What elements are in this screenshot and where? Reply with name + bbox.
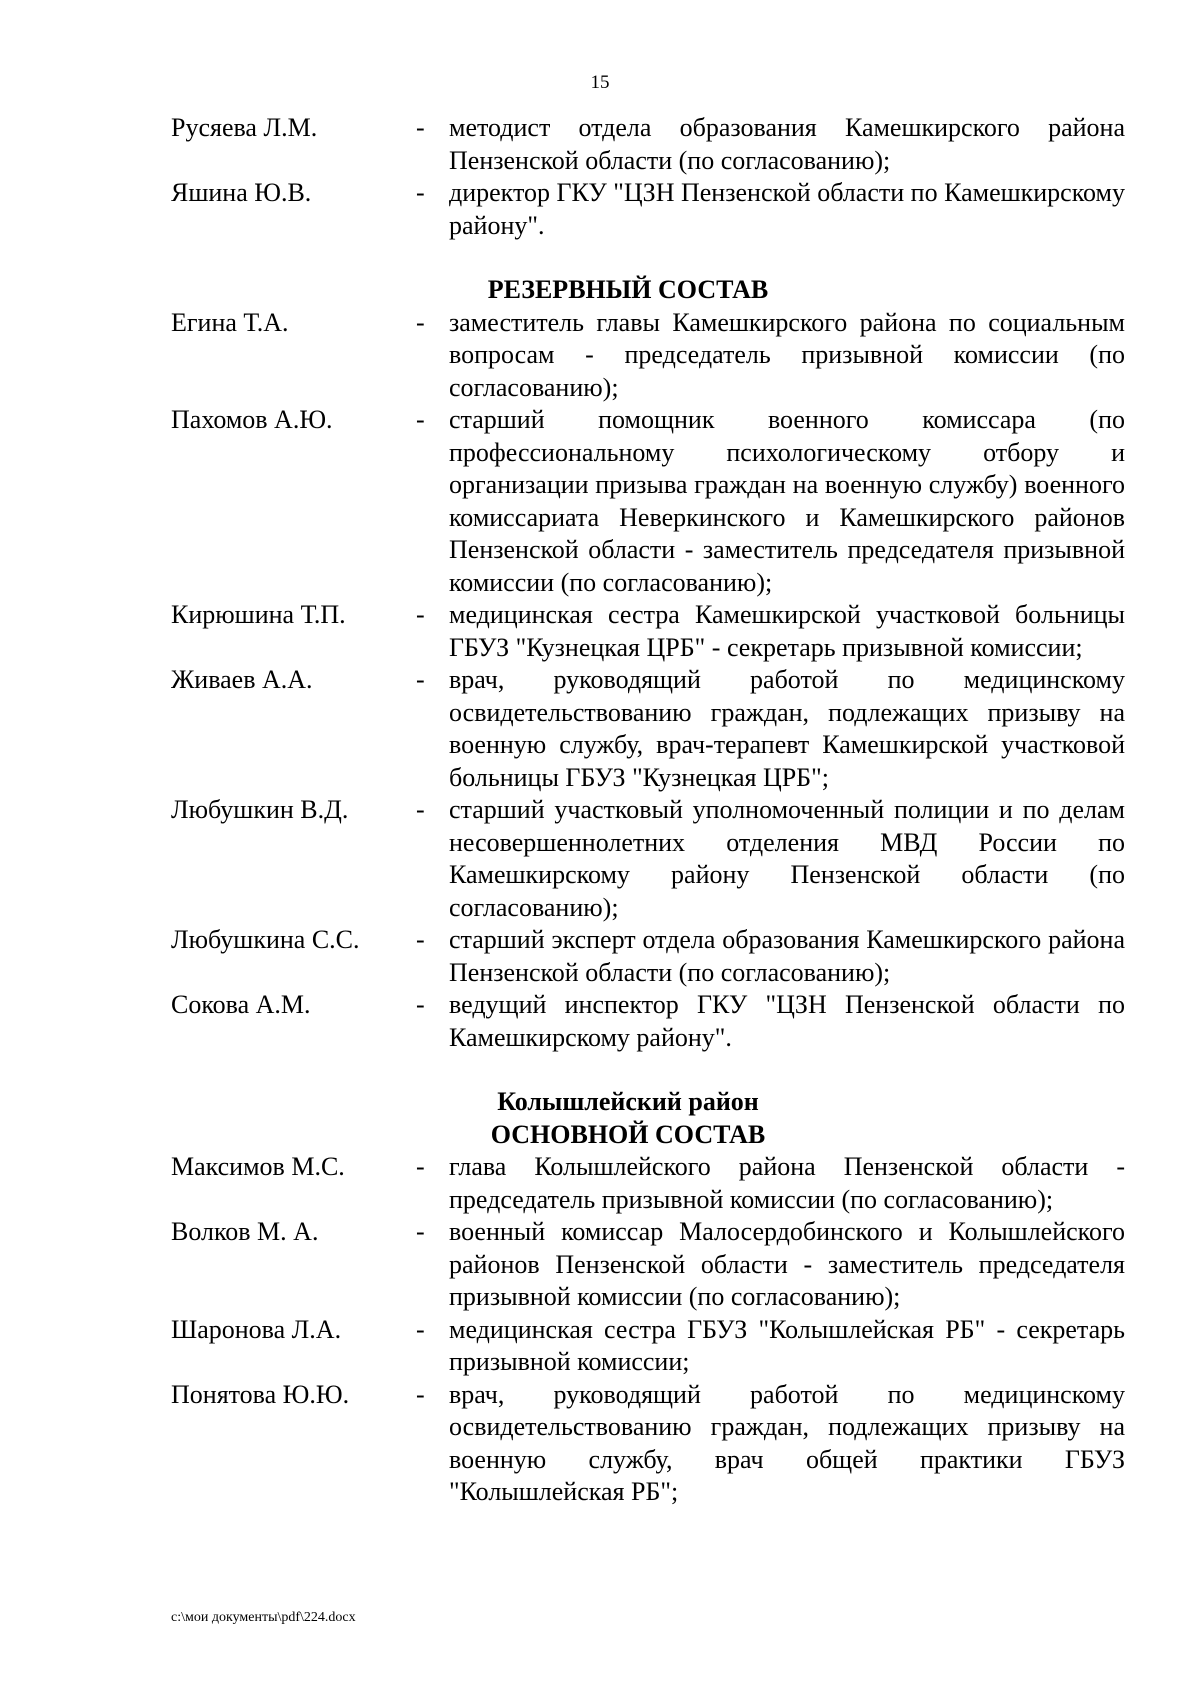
member-name: Сокова А.М.	[171, 990, 311, 1019]
member-row	[171, 1314, 1125, 1379]
member-position: старший участковый уполномоченный полиции и по делам несовершеннолетних отделения МВД России по Камешкирскому району Пензенской области (по согласованию);	[449, 795, 1125, 922]
member-row	[171, 307, 1125, 405]
footer-file-path: c:\мои документы\pdf\224.docx	[171, 1610, 356, 1625]
member-row	[171, 177, 1125, 242]
separator-dash: -	[416, 990, 425, 1019]
page-number: 15	[590, 72, 610, 93]
member-name: Русяева Л.М.	[171, 113, 318, 142]
separator-dash: -	[416, 307, 425, 337]
separator-dash: -	[416, 1379, 425, 1409]
member-name: Волков М. А.	[171, 1217, 319, 1246]
member-name: Пахомов А.Ю.	[171, 405, 333, 434]
separator-dash: -	[416, 925, 425, 954]
member-name: Максимов М.С.	[171, 1152, 345, 1181]
member-position: медицинская сестра Камешкирской участковой больницы ГБУЗ "Кузнецкая ЦРБ" - секретарь призывной комиссии;	[449, 600, 1125, 662]
member-position: ведущий инспектор ГКУ "ЦЗН Пензенской области по Камешкирскому району".	[449, 990, 1125, 1052]
member-row	[171, 989, 1125, 1054]
member-name: Живаев А.А.	[171, 665, 313, 694]
member-name: Егина Т.А.	[171, 307, 289, 337]
member-name: Любушкина С.С.	[171, 925, 360, 954]
separator-dash: -	[416, 600, 425, 629]
separator-dash: -	[416, 178, 425, 207]
member-position: медицинская сестра ГБУЗ "Колышлейская РБ" - секретарь призывной комиссии;	[449, 1314, 1125, 1376]
member-name: Яшина Ю.В.	[171, 178, 312, 207]
member-row	[171, 1379, 1125, 1509]
member-row	[171, 664, 1125, 794]
member-name: Кирюшина Т.П.	[171, 600, 346, 629]
member-row	[171, 112, 1125, 177]
member-row	[171, 1216, 1125, 1314]
document-body	[171, 112, 1125, 1509]
separator-dash: -	[416, 1152, 425, 1181]
member-position: врач, руководящий работой по медицинскому освидетельствованию граждан, подлежащих призыву на военную службу, врач общей практики ГБУЗ "Колышлейская РБ";	[449, 1379, 1125, 1506]
section-heading-reserve: РЕЗЕРВНЫЙ СОСТАВ	[487, 275, 769, 304]
member-position: методист отдела образования Камешкирского района Пензенской области (по согласованию);	[449, 113, 1125, 175]
member-position: старший помощник военного комиссара (по профессиональному психологическому отбору и организации призыва граждан на военную службу) военного комиссариата Неверкинского и Камешкирского районов Пензенской области - заместитель председателя призывной комиссии (по согласованию);	[449, 405, 1125, 597]
member-row	[171, 599, 1125, 664]
member-list-main-kameshkir	[171, 112, 1125, 242]
member-row	[171, 404, 1125, 599]
member-position: врач, руководящий работой по медицинскому освидетельствованию граждан, подлежащих призыву на военную службу, врач-терапевт Камешкирской участковой больницы ГБУЗ "Кузнецкая ЦРБ";	[449, 665, 1125, 792]
blank-line	[171, 242, 1125, 274]
separator-dash: -	[416, 795, 425, 824]
member-name: Понятова Ю.Ю.	[171, 1379, 350, 1409]
separator-dash: -	[416, 665, 425, 694]
separator-dash: -	[416, 1314, 425, 1344]
blank-line	[171, 1054, 1125, 1086]
member-name: Любушкин В.Д.	[171, 795, 349, 824]
member-row	[171, 924, 1125, 989]
member-position: военный комиссар Малосердобинского и Колышлейского районов Пензенской области - заместитель председателя призывной комиссии (по согласованию);	[449, 1217, 1125, 1311]
member-position: старший эксперт отдела образования Камешкирского района Пензенской области (по согласованию);	[449, 925, 1125, 987]
section-heading-main: ОСНОВНОЙ СОСТАВ	[490, 1119, 766, 1149]
member-list-main-kolyshley	[171, 1151, 1125, 1509]
member-position: директор ГКУ "ЦЗН Пензенской области по Камешкирскому району".	[449, 178, 1125, 240]
separator-dash: -	[416, 1217, 425, 1246]
member-list-reserve-kameshkir	[171, 307, 1125, 1055]
member-name: Шаронова Л.А.	[171, 1314, 342, 1344]
separator-dash: -	[416, 113, 425, 142]
member-position: глава Колышлейского района Пензенской области - председатель призывной комиссии (по согласованию);	[449, 1152, 1125, 1214]
member-position: заместитель главы Камешкирского района по социальным вопросам - председатель призывной комиссии (по согласованию);	[449, 307, 1125, 402]
separator-dash: -	[416, 405, 425, 434]
district-heading: Колышлейский район	[497, 1087, 759, 1116]
member-row	[171, 1151, 1125, 1216]
member-row	[171, 794, 1125, 924]
